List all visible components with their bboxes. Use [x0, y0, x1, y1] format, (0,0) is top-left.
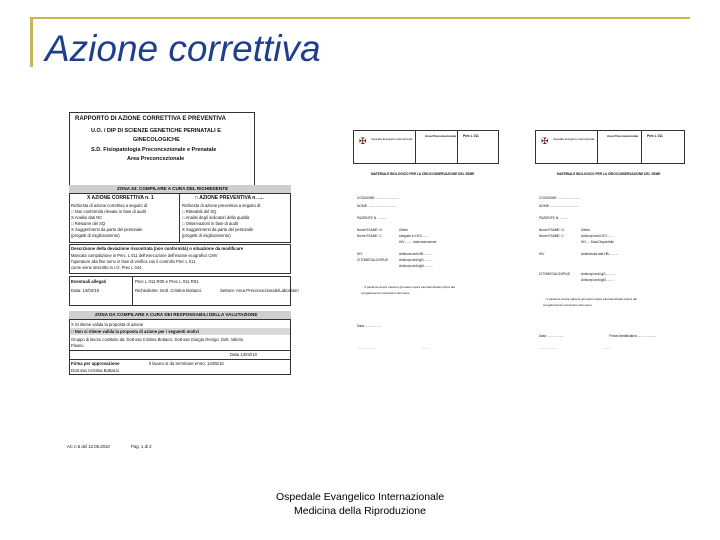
- corrective-action-report-scan: [65, 110, 323, 458]
- form-sign-left: ......................: [539, 346, 558, 350]
- form-sign-left: ......................: [357, 346, 376, 350]
- field-surname: COGNOME: .........................: [539, 196, 582, 200]
- exam-row-label: Nome ESAME: C.: [539, 234, 565, 238]
- form-header-divider: [415, 130, 416, 164]
- attachments-label: Eventuali allegati: [71, 279, 107, 284]
- exam-row-value: HIV ........ data esecuzione: [399, 240, 437, 244]
- ac-item: X Analisi dati NC: [71, 215, 103, 220]
- field-name: NOME: ...............................: [539, 204, 580, 208]
- zone2-title: ZONA DA COMPILARE A CURA DEI RESPONSABILI DELLA VALUTAZIONE: [95, 312, 258, 317]
- sector: Settore: Area Preconcezionale/Laboratori: [220, 288, 299, 293]
- exam-row-value: Ultimo: [581, 228, 591, 232]
- exam-row-value: Anticorpi anti-IgG..........: [399, 258, 433, 262]
- form-unit: Area Preconcezionale: [425, 134, 457, 138]
- report-dept: S.D. Fisiopatologia Preconcezionale e Prenatale: [91, 147, 217, 153]
- form-unit: Area Preconcezionale: [607, 134, 639, 138]
- form-header-divider: [641, 130, 642, 164]
- ap-item: □ Analisi degli indicatori della qualità: [182, 215, 250, 220]
- exam-row-label: CITOMEGALOVIRUS: [539, 272, 570, 276]
- form-code: Prec L 011: [647, 134, 663, 138]
- exam-row-value: Antirubeola anti-HB...........: [581, 252, 619, 256]
- zone2-not-valid: □ Non si ritiene valida la proposta di azione per i seguenti motivi: [71, 329, 199, 334]
- field-patient: PAZIENTE N. .........: [539, 216, 569, 220]
- zone2-row-line: [69, 359, 291, 360]
- ap-item: □ Osservazioni in fase di audit: [182, 221, 239, 226]
- cryo-form-scan-1: [353, 130, 505, 360]
- hospital-logo-text: Ospedale Evangelico Internazionale: [371, 138, 413, 141]
- form-heading: MATERIALE BIOLOGICO PER LA CRIOCONSERVAZIONE DEL SEME: [371, 172, 475, 176]
- form-note: ... Il paziente dovrà ripetere gli esami sopra elencati all'atto prima del: [361, 285, 455, 289]
- exam-row-label: Nome ESAME: N.: [539, 228, 565, 232]
- exam-row-value: Ultimo: [399, 228, 409, 232]
- form-note-2: congelamento successivo del seme: [361, 291, 410, 295]
- exam-row-label: HIV: [539, 252, 545, 256]
- ap-label: □ AZIONE PREVENTIVA n. ....: [195, 195, 264, 201]
- report-footer-id: AC n.5 del 12.05.2010: [67, 444, 110, 449]
- zone2-group-2: Pisanu: [71, 343, 84, 348]
- exam-row-label: HIV: [357, 252, 363, 256]
- exam-row-value: HIV ... Data Disponibile: [581, 240, 614, 244]
- zone2-row-line: [69, 350, 291, 351]
- exam-row-value: Anticorpi anti-IgM..........: [581, 278, 615, 282]
- zone1-title: ZONA 34: COMPILARE A CURA DEL RICHIEDENTE: [117, 186, 229, 191]
- ap-intro: Richiesta di azione preventiva a seguito di:: [182, 203, 262, 208]
- hospital-logo: ✠: [541, 136, 549, 146]
- ac-item: X Suggerimenti da parte del personale: [71, 227, 143, 232]
- exam-row-value: Anticorpi anti-IgG..........: [581, 272, 615, 276]
- ap-item: X Suggerimenti da parte del personale: [182, 227, 254, 232]
- exam-row-label: Nome ESAME: C.: [357, 234, 383, 238]
- exam-row-value: Anticorpi anti-IgM..........: [399, 264, 433, 268]
- form-date: Data ..................: [357, 324, 382, 328]
- report-unit: U.O. / DIP DI SCIENZE GENETICHE PERINATALI E: [91, 128, 221, 134]
- approval-deadline: Il lavoro si da terminare entro: 14/05/10: [149, 361, 224, 366]
- request-date: Data: 13/02/10: [71, 288, 100, 293]
- form-heading: MATERIALE BIOLOGICO PER LA CRIOCONSERVAZIONE DEL SEME: [557, 172, 661, 176]
- form-note-2: congelamento successivo del seme: [543, 303, 592, 307]
- report-title: RAPPORTO DI AZIONE CORRETTIVA E PREVENTIVA: [75, 116, 226, 122]
- report-area: Area Preconcezionale: [127, 156, 185, 162]
- hospital-logo-text: Ospedale Evangelico Internazionale: [553, 138, 595, 141]
- title-accent-vertical: [30, 17, 33, 67]
- attachments-value: Prec L 011 R00 e Prec L 011 R01: [135, 279, 199, 284]
- zone2-valid: X Si ritiene valida la proposta di azione: [71, 322, 144, 327]
- zone2-group: Gruppo di lavoro costituito da: Dott.ssa Cristina Bottacci, Dott.ssa Giorgia Orengo, Dott. Valerio: [71, 337, 244, 342]
- exam-row-value: Antiruola anti-HB...........: [399, 252, 433, 256]
- ac-label: X AZIONE CORRETTIVA n. 1: [87, 195, 154, 201]
- cryo-form-scan-2: [535, 130, 687, 360]
- requester: Richiedente: Dott. Cristina Bottacci: [135, 288, 202, 293]
- field-surname: COGNOME: .........................: [357, 196, 400, 200]
- hospital-logo: ✠: [359, 136, 367, 146]
- form-signature: Firma Identificativa ....................: [609, 334, 656, 338]
- title-accent-horizontal: [30, 17, 690, 19]
- description-line: come viene descritto in I.O. Prec L 044.: [71, 265, 143, 270]
- approval-label: Firma per approvazione: [71, 361, 120, 366]
- exam-row-label: CITOMEGALOVIRUS: [357, 258, 388, 262]
- footer-institution: Ospedale Evangelico Internazionale: [275, 491, 445, 503]
- description-title: Descrizione della deviazione riscontrata (non conformità) o situazione da modificare: [71, 246, 244, 251]
- ac-item: (progetti di miglioramento): [71, 233, 120, 238]
- ac-item: □ Non conformità rilevate in fase di audit: [71, 209, 146, 214]
- approval-name: Dott.ssa Cristina Bottacci: [71, 368, 119, 373]
- ac-item: □ Riesame del SQ: [71, 221, 106, 226]
- ap-item: (progetti di miglioramento): [182, 233, 231, 238]
- form-code: Prec L 011: [463, 134, 479, 138]
- exam-row-value: Anticorpi anti-HCV.........: [581, 234, 615, 238]
- description-line: Mancata compilazione in Prec. L 011 dell'esecuzione dell'esame ecografico CMV: [71, 253, 218, 258]
- form-note: ... Il paziente dovrà ripetere gli esami sopra elencati all'atto prima del: [543, 297, 637, 301]
- form-header-divider: [457, 130, 458, 164]
- form-date: Data ..................: [539, 334, 564, 338]
- report-unit-2: GINECOLOGICHE: [133, 137, 180, 143]
- exam-row-label: Nome ESAME: N.: [357, 228, 383, 232]
- report-footer-page: Pag. 1 di 2: [131, 444, 152, 449]
- form-sign-right: .........: [603, 346, 611, 350]
- description-line: l'operatore alla fine turno in fase di verifica con il controllo Prec L 011: [71, 259, 196, 264]
- attachments-divider: [132, 276, 133, 306]
- footer-department: Medicina della Riproduzione: [294, 505, 426, 517]
- ap-item: □ Rilevabili del SQ: [182, 209, 217, 214]
- zone1-divider: [179, 193, 180, 243]
- exam-row-value: eseguito in HCV........: [399, 234, 429, 238]
- zone2-date: Data 13/02/10: [230, 352, 257, 357]
- form-sign-right: .........: [421, 346, 429, 350]
- slide-title: Azione correttiva: [45, 28, 321, 69]
- form-header-divider: [597, 130, 598, 164]
- field-name: NOME: ...............................: [357, 204, 398, 208]
- ac-intro: Richiesta di azione correttiva a seguito di:: [71, 203, 149, 208]
- field-patient: PAZIENTE N. .........: [357, 216, 387, 220]
